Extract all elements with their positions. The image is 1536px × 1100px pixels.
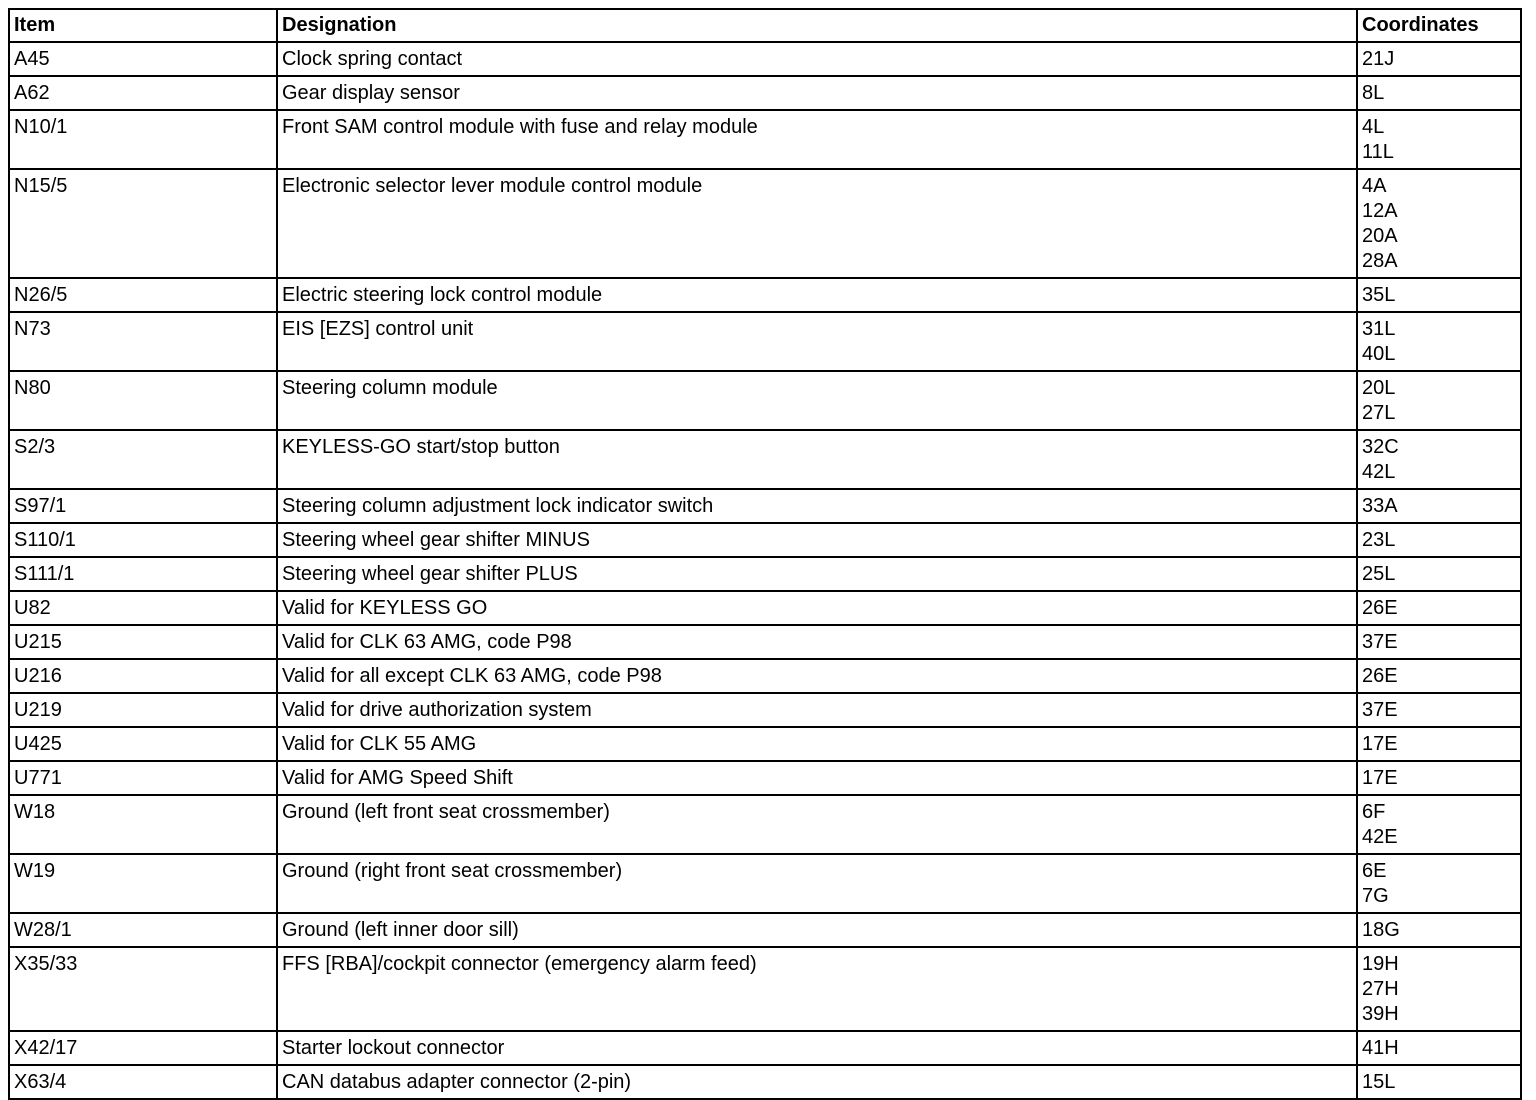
item-cell: U425 <box>9 727 277 761</box>
table-row <box>9 1065 1521 1099</box>
coordinates-cell <box>1357 489 1521 523</box>
coordinate-value: 17E <box>1362 733 1398 755</box>
coordinate-value: 37E <box>1362 631 1398 653</box>
designation-cell: Electronic selector lever module control module <box>277 169 1357 278</box>
designation-cell: Steering column module <box>277 371 1357 430</box>
item-cell: S111/1 <box>9 557 277 591</box>
item-cell: N15/5 <box>9 169 277 278</box>
item-cell: S97/1 <box>9 489 277 523</box>
table-row <box>9 110 1521 169</box>
designation-cell: Clock spring contact <box>277 42 1357 76</box>
designation-cell: KEYLESS-GO start/stop button <box>277 430 1357 489</box>
designation-cell: Ground (left front seat crossmember) <box>277 795 1357 854</box>
coordinate-value: 35L <box>1362 284 1396 306</box>
designation-cell: Steering wheel gear shifter MINUS <box>277 523 1357 557</box>
item-cell: X42/17 <box>9 1031 277 1065</box>
coordinate-value: 6F <box>1362 801 1386 823</box>
coordinates-cell <box>1357 625 1521 659</box>
coordinate-value: 33A <box>1362 495 1398 517</box>
item-cell: X35/33 <box>9 947 277 1031</box>
coordinate-value: 21J <box>1362 48 1395 70</box>
coordinate-value: 28A <box>1362 250 1398 272</box>
coordinate-value: 12A <box>1362 200 1398 222</box>
designation-cell: FFS [RBA]/cockpit connector (emergency alarm feed) <box>277 947 1357 1031</box>
coordinate-value: 37E <box>1362 699 1398 721</box>
coordinates-cell <box>1357 947 1521 1031</box>
header-item: Item <box>9 9 277 42</box>
coordinate-value: 4A <box>1362 175 1387 197</box>
coordinate-value: 32C <box>1362 436 1399 458</box>
designation-cell: Steering wheel gear shifter PLUS <box>277 557 1357 591</box>
coordinate-value: 6E <box>1362 860 1387 882</box>
table-row <box>9 761 1521 795</box>
coordinates-cell <box>1357 371 1521 430</box>
designation-cell: Starter lockout connector <box>277 1031 1357 1065</box>
coordinate-value: 8L <box>1362 82 1385 104</box>
designation-cell: Steering column adjustment lock indicator switch <box>277 489 1357 523</box>
table-row <box>9 913 1521 947</box>
table-header <box>9 9 1521 42</box>
table-row <box>9 76 1521 110</box>
table-row <box>9 659 1521 693</box>
coordinates-cell <box>1357 557 1521 591</box>
coordinate-value: 42L <box>1362 461 1396 483</box>
coordinates-cell <box>1357 1065 1521 1099</box>
designation-cell: Gear display sensor <box>277 76 1357 110</box>
coordinate-value: 40L <box>1362 343 1396 365</box>
item-cell: U771 <box>9 761 277 795</box>
coordinates-cell <box>1357 591 1521 625</box>
designation-cell: Valid for all except CLK 63 AMG, code P98 <box>277 659 1357 693</box>
designation-cell: Valid for CLK 63 AMG, code P98 <box>277 625 1357 659</box>
item-cell: N73 <box>9 312 277 371</box>
table-row <box>9 625 1521 659</box>
table-row <box>9 371 1521 430</box>
designation-cell: Front SAM control module with fuse and relay module <box>277 110 1357 169</box>
coordinate-value: 17E <box>1362 767 1398 789</box>
header-coordinates: Coordinates <box>1357 9 1521 42</box>
table-row <box>9 693 1521 727</box>
coordinate-value: 7G <box>1362 885 1389 907</box>
coordinate-value: 15L <box>1362 1071 1396 1093</box>
table-row <box>9 795 1521 854</box>
table-row <box>9 523 1521 557</box>
coordinates-cell <box>1357 312 1521 371</box>
item-cell: S110/1 <box>9 523 277 557</box>
table-row <box>9 42 1521 76</box>
item-cell: U82 <box>9 591 277 625</box>
item-cell: A45 <box>9 42 277 76</box>
coordinates-cell <box>1357 854 1521 913</box>
coordinates-cell <box>1357 278 1521 312</box>
designation-cell: EIS [EZS] control unit <box>277 312 1357 371</box>
item-cell: W19 <box>9 854 277 913</box>
table-row <box>9 557 1521 591</box>
designation-cell: Valid for AMG Speed Shift <box>277 761 1357 795</box>
header-designation: Designation <box>277 9 1357 42</box>
table-row <box>9 489 1521 523</box>
component-legend-table <box>8 8 1522 1100</box>
coordinates-cell <box>1357 693 1521 727</box>
coordinate-value: 27H <box>1362 978 1399 1000</box>
coordinate-value: 25L <box>1362 563 1396 585</box>
coordinate-value: 26E <box>1362 665 1398 687</box>
coordinates-cell <box>1357 727 1521 761</box>
coordinates-cell <box>1357 913 1521 947</box>
item-cell: N80 <box>9 371 277 430</box>
item-cell: X63/4 <box>9 1065 277 1099</box>
item-cell: W28/1 <box>9 913 277 947</box>
item-cell: U216 <box>9 659 277 693</box>
table-row <box>9 312 1521 371</box>
designation-cell: Ground (left inner door sill) <box>277 913 1357 947</box>
table-row <box>9 169 1521 278</box>
table-row <box>9 591 1521 625</box>
item-cell: N10/1 <box>9 110 277 169</box>
coordinates-cell <box>1357 761 1521 795</box>
table-row <box>9 430 1521 489</box>
table-body <box>9 42 1521 1099</box>
coordinate-value: 18G <box>1362 919 1400 941</box>
designation-cell: Ground (right front seat crossmember) <box>277 854 1357 913</box>
designation-cell: Electric steering lock control module <box>277 278 1357 312</box>
coordinates-cell <box>1357 76 1521 110</box>
item-cell: W18 <box>9 795 277 854</box>
coordinates-cell <box>1357 795 1521 854</box>
coordinate-value: 19H <box>1362 953 1399 975</box>
designation-cell: CAN databus adapter connector (2-pin) <box>277 1065 1357 1099</box>
coordinate-value: 26E <box>1362 597 1398 619</box>
header-row <box>9 9 1521 42</box>
coordinate-value: 39H <box>1362 1003 1399 1025</box>
coordinate-value: 31L <box>1362 318 1396 340</box>
coordinates-cell <box>1357 110 1521 169</box>
coordinate-value: 11L <box>1362 141 1394 163</box>
designation-cell: Valid for CLK 55 AMG <box>277 727 1357 761</box>
coordinate-value: 23L <box>1362 529 1396 551</box>
coordinates-cell <box>1357 523 1521 557</box>
coordinate-value: 42E <box>1362 826 1398 848</box>
coordinates-cell <box>1357 659 1521 693</box>
designation-cell: Valid for KEYLESS GO <box>277 591 1357 625</box>
coordinate-value: 20A <box>1362 225 1398 247</box>
coordinates-cell <box>1357 42 1521 76</box>
coordinate-value: 27L <box>1362 402 1396 424</box>
item-cell: S2/3 <box>9 430 277 489</box>
item-cell: A62 <box>9 76 277 110</box>
table-row <box>9 947 1521 1031</box>
coordinate-value: 4L <box>1362 116 1385 138</box>
table-row <box>9 854 1521 913</box>
coordinates-cell <box>1357 169 1521 278</box>
designation-cell: Valid for drive authorization system <box>277 693 1357 727</box>
coordinates-cell <box>1357 430 1521 489</box>
table-row <box>9 727 1521 761</box>
coordinate-value: 20L <box>1362 377 1396 399</box>
table-row <box>9 278 1521 312</box>
item-cell: N26/5 <box>9 278 277 312</box>
item-cell: U215 <box>9 625 277 659</box>
coordinate-value: 41H <box>1362 1037 1399 1059</box>
item-cell: U219 <box>9 693 277 727</box>
